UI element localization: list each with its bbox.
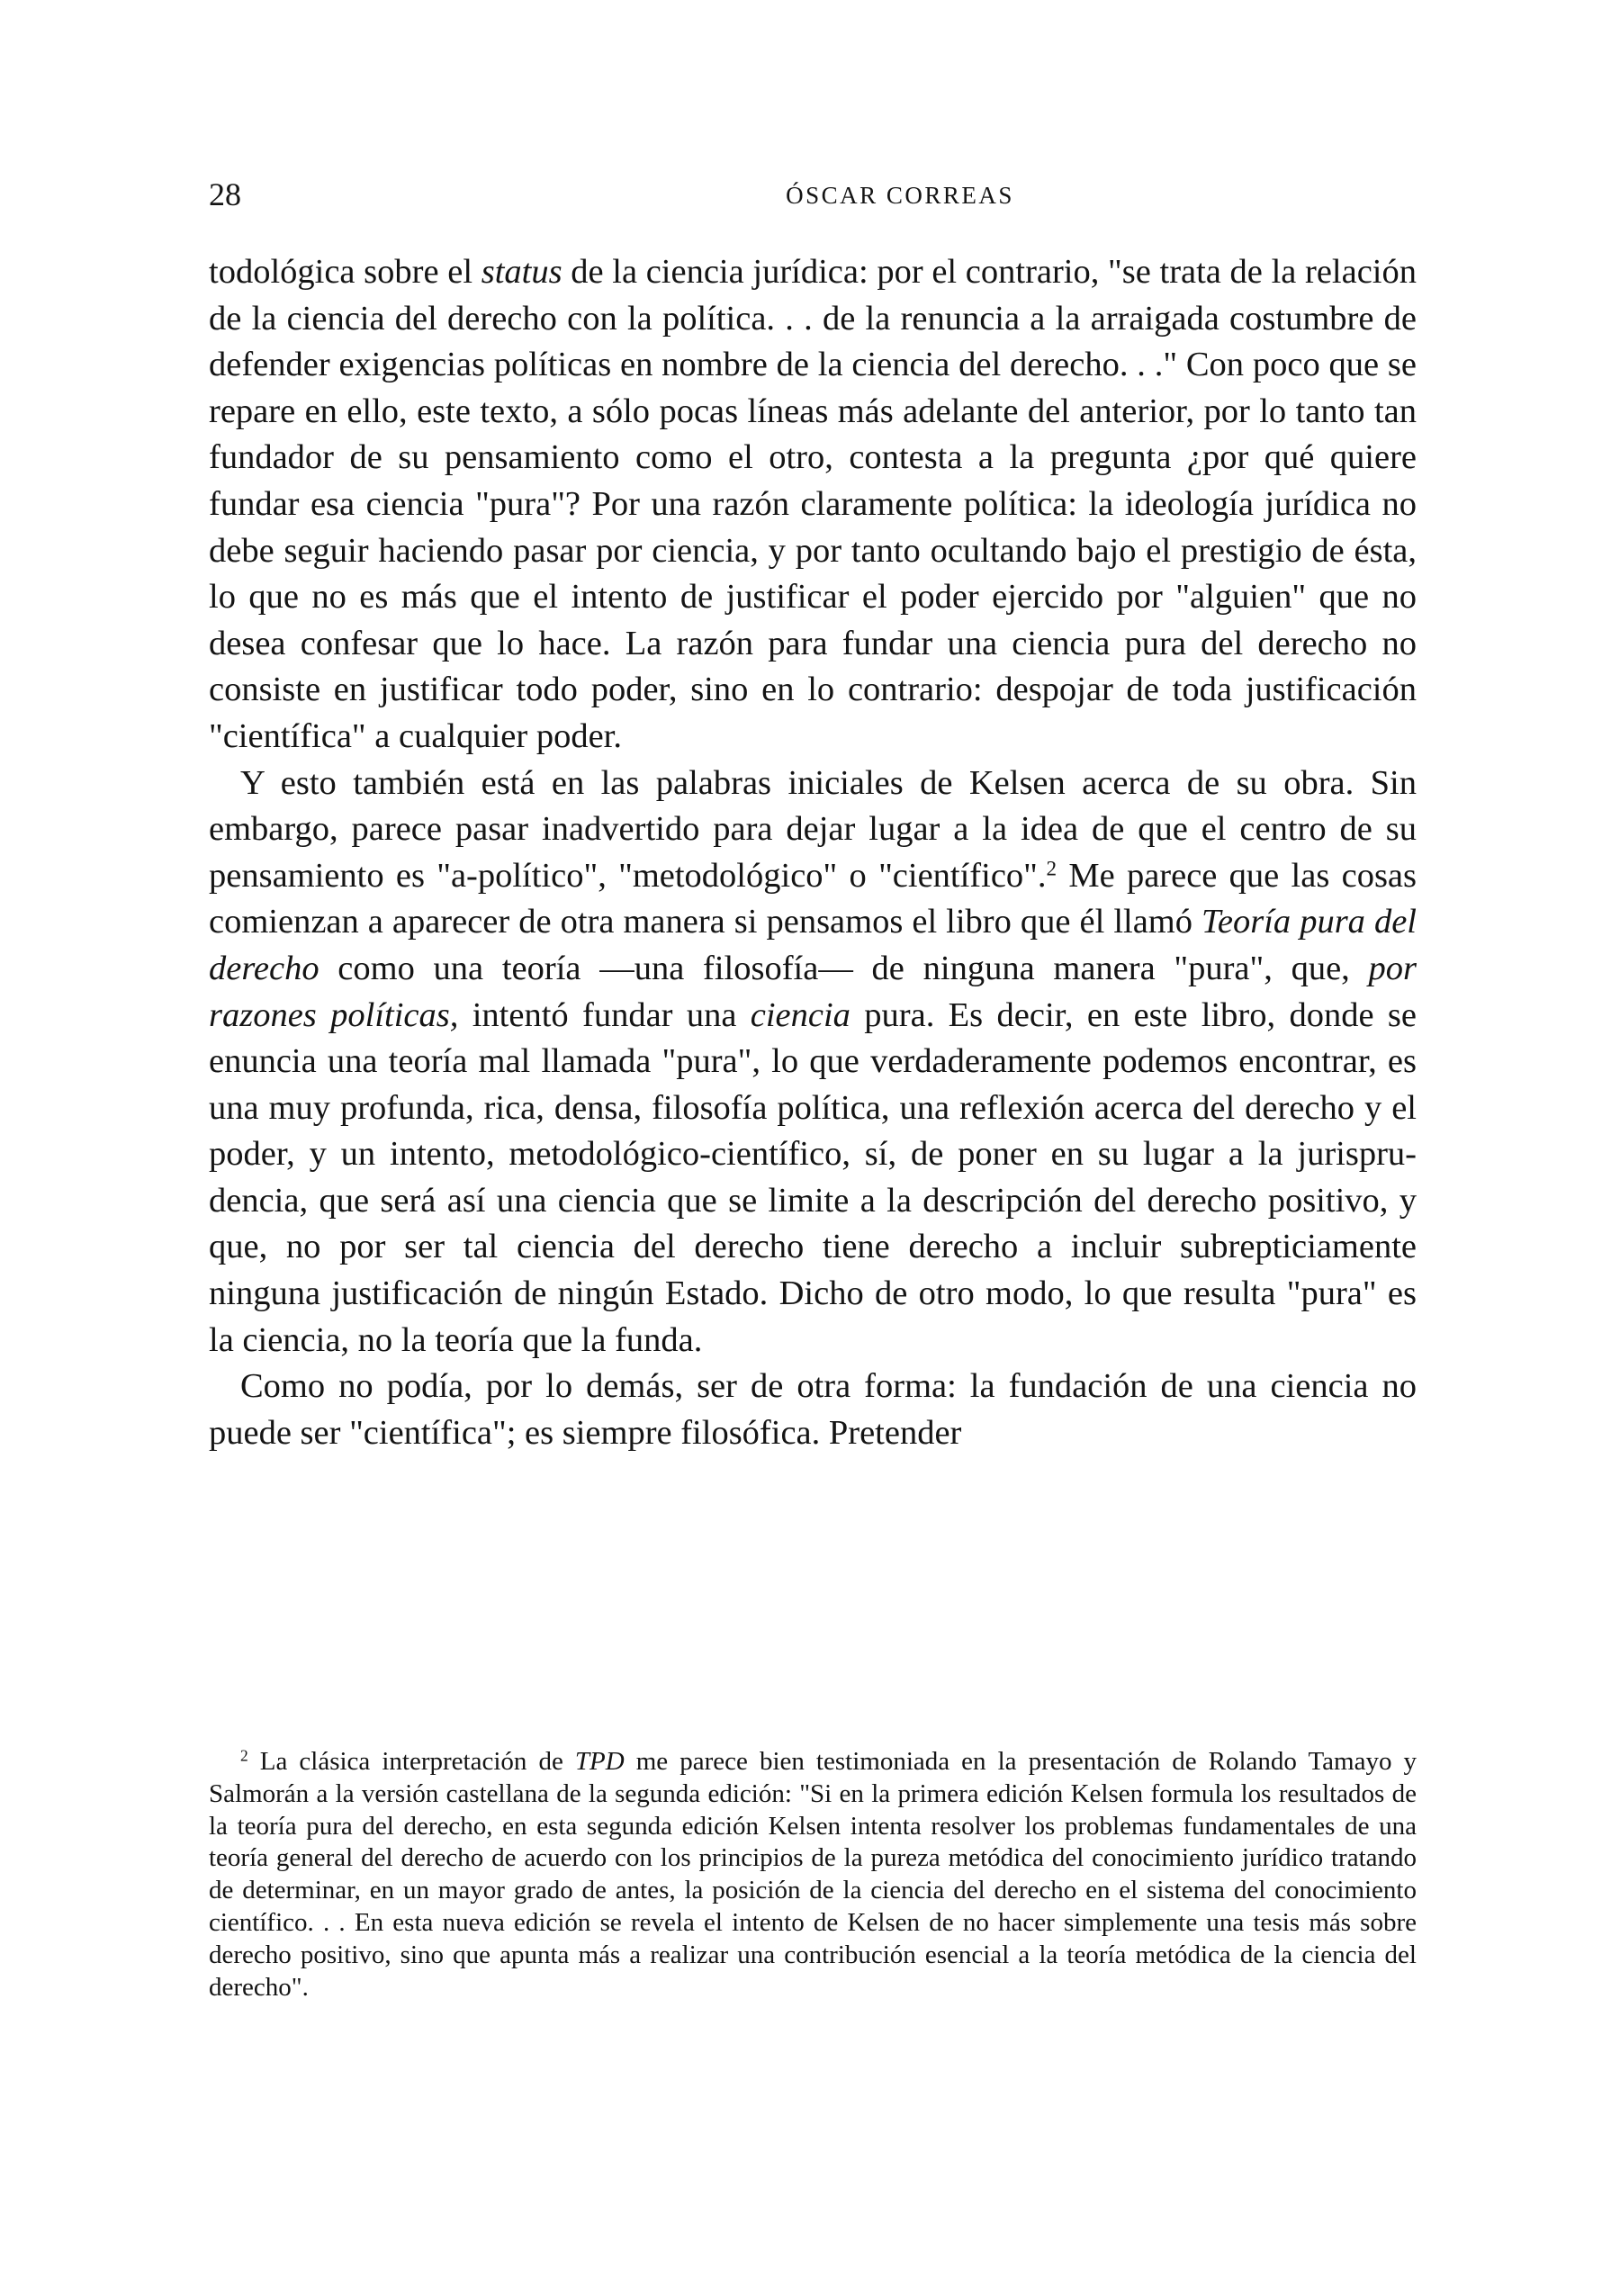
paragraph-1: [209, 249, 1417, 761]
footnote-number: 2: [240, 1746, 248, 1765]
fn-text-2: me parece bien testimoniada en la presentación de Rolando Tamayo y Salmorán a la versión castellana de la segunda edición: "Si en la primera edición Kelsen formula los resultados de la teoría pura del derecho, en esta segunda edición Kelsen intenta resolver los problemas fundamentales de una teoría general del derecho de acuerdo con los principios de la pureza metódica del conocimiento jurídico tratando de determinar, en un mayor grado de antes, la posición de la ciencia del derecho en el sistema del conocimiento científico. . . En esta nueva edición se revela el intento de Kelsen de no hacer simplemente una tesis más sobre derecho positivo, sino que apunta más a realizar una contribución esencial a la teoría metódica de la ciencia del derecho".: [209, 1747, 1418, 2002]
p1-text-2: de la ciencia jurídica: por el contrario, "se trata de la relación de la ciencia del derecho con la política. . . de la renuncia a la arraigada costumbre de defender exigencias políticas en nombre de la ciencia del derecho. . ." Con poco que se repare en ello, este texto, a sólo pocas líneas más adelante del anterior, por lo tanto tan fundador de su pensamiento como el otro, contesta a la pregunta ¿por qué quiere fundar esa ciencia "pura"? Por una razón claramente política: la ideología jurídica no debe seguir haciendo pasar por ciencia, y por tanto ocultando bajo el prestigio de ésta, lo que no es más que el intento de justificar el poder ejercido por "alguien" que no desea confesar que lo hace. La razón para fundar una ciencia pura del derecho no consiste en justificar todo poder, sino en lo contrario: despojar de toda justificación "científica" a cualquier poder.: [209, 253, 1417, 755]
running-head: ÓSCAR CORREAS: [786, 182, 1014, 209]
page-number: 28: [209, 176, 241, 212]
p2-text-3: como una teoría —una filosofía— de ninguna manera "pura", que,: [319, 949, 1369, 987]
footnote-reference-2: 2: [1046, 856, 1058, 880]
p2-italic-ciencia: ciencia: [750, 995, 850, 1034]
p3-text-1: Como no podía, por lo demás, ser de otra forma: la fundación de una ciencia no puede ser "científica"; es siempre filosófica. Pretender: [209, 1367, 1417, 1452]
p2-text-4: intentó fundar una: [458, 995, 751, 1034]
body-text: [209, 249, 1417, 1456]
p2-text-5: pura. Es decir, en este libro, donde se enuncia una teoría mal llamada "pura", lo que verdaderamente podemos encontrar, es una muy profunda, rica, densa, filosofía política, una reflexión acerca del derecho y el poder, y un intento, metodológico-científico, sí, de poner en su lugar a la jurisprudencia, que será así una ciencia que se limite a la descripción del derecho positivo, y que, no por ser tal ciencia del derecho tiene derecho a incluir subrepticiamente ninguna justificación de ningún Estado. Dicho de otro modo, lo que resulta "pura" es la ciencia, no la teoría que la funda.: [209, 995, 1417, 1359]
fn-text-1: La clásica interpretación de: [248, 1747, 575, 1776]
p2-italic-razones: por razones políticas,: [209, 949, 1417, 1034]
footnote-2: [209, 1746, 1417, 2003]
paragraph-2: [209, 761, 1417, 1364]
p2-text-2: Me parece que las cosas comienzan a aparecer de otra manera si pensamos el libro que él llamó: [209, 856, 1417, 941]
footnotes: [209, 1746, 1417, 2003]
paragraph-3: [209, 1364, 1417, 1456]
p2-text-1: Y esto también está en las palabras iniciales de Kelsen acerca de su obra. Sin embargo, parece pasar inadvertido para dejar lugar a la idea de que el centro de su pensamiento es "a-político", "metodológico" o "científico".: [209, 763, 1417, 895]
p1-italic-status: status: [481, 253, 562, 291]
fn-italic-tpd: TPD: [574, 1747, 625, 1776]
p2-italic-book-title: Teoría pura del derecho: [209, 903, 1417, 987]
p1-text-1: todológica sobre el: [209, 253, 482, 291]
